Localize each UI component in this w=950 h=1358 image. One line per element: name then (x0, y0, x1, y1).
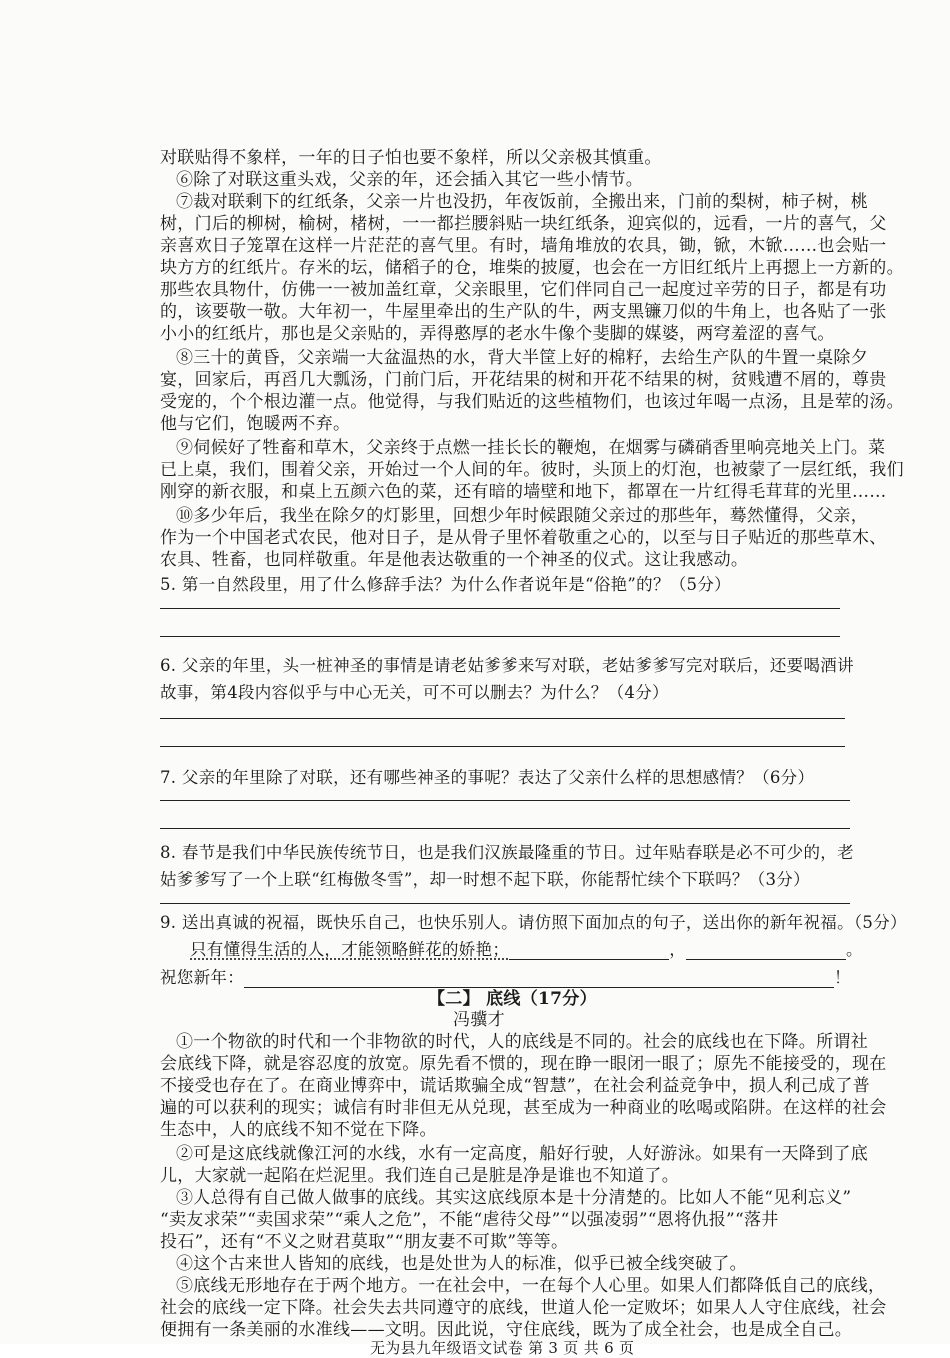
paragraph-7-line: ⑦裁对联剩下的红纸条，父亲一片也没扔，年夜饭前，全搬出来，门前的梨树，柿子树，桃 (176, 192, 868, 212)
section-heading: 【二】 底线（17分） (428, 989, 597, 1009)
question-9-wish-row (160, 968, 851, 988)
blank-field[interactable] (686, 941, 846, 960)
page-footer: 无为县九年级语文试卷 第 3 页 共 6 页 (370, 1339, 635, 1357)
answer-line[interactable] (160, 746, 845, 747)
answer-line[interactable] (160, 903, 850, 904)
paragraph-9-line: ⑨伺候好了牲畜和草木，父亲终于点燃一挂长长的鞭炮，在烟雾与磷硝香里响亮地关上门。菜 (176, 438, 886, 458)
paragraph-8-line: 宴，回家后，再舀几大瓢汤，门前门后，开花结果的树和开花不结果的树，贫贱遭不屑的，尊贵 (160, 370, 887, 390)
paragraph-6: ⑥除了对联这重头戏，父亲的年，还会插入其它一些小情节。 (176, 170, 644, 190)
paragraph-7-line: 块方方的红纸片。存米的坛，储稻子的仓，堆柴的披厦，也会在一方旧红纸片上再摁上一方新的。 (160, 258, 904, 278)
blank-field[interactable] (509, 941, 669, 960)
period: 。 (846, 940, 863, 959)
question-8-line-2: 姑爹爹写了一个上联“红梅傲冬雪”，却一时想不起下联，你能帮忙续个下联吗？（3分） (160, 870, 810, 889)
passage2-paragraph-4: ④这个古来世人皆知的底线，也是处世为人的标准，似乎已被全线突破了。 (176, 1254, 747, 1274)
passage2-line: ③人总得有自己做人做事的底线。其实这底线原本是十分清楚的。比如人不能“见利忘义” (176, 1188, 852, 1208)
paragraph-10-line: 农具、牲畜，也同样敬重。年是他表达敬重的一个神圣的仪式。这让我感动。 (160, 550, 749, 570)
question-9: 9. 送出真诚的祝福，既快乐自己，也快乐别人。请仿照下面加点的句子，送出你的新年祝福。（5分） (160, 913, 907, 932)
wish-label: 祝您新年： (160, 968, 244, 987)
passage2-line: 便拥有一条美丽的水准线——文明。因此说，守住底线，既为了成全社会，也是成全自己。 (160, 1320, 852, 1340)
passage2-line: 生态中，人的底线不知不觉在下降。 (160, 1120, 437, 1140)
exclamation: ！ (834, 968, 851, 987)
author-name: 冯骥才 (453, 1010, 505, 1030)
question-5: 5. 第一自然段里，用了什么修辞手法？为什么作者说年是“俗艳”的？（5分） (160, 575, 731, 594)
answer-line[interactable] (160, 636, 840, 637)
wish-blank-field[interactable] (244, 969, 834, 988)
answer-line[interactable] (160, 800, 850, 801)
passage2-line: ①一个物欲的时代和一个非物欲的时代，人的底线是不同的。社会的底线也在下降。所谓社 (176, 1032, 868, 1052)
separator: ， (669, 940, 687, 959)
question-7: 7. 父亲的年里除了对联，还有哪些神圣的事呢？表达了父亲什么样的思想感情？（6分） (160, 768, 815, 787)
paragraph-9-line: 刚穿的新衣服，和桌上五颜六色的菜，还有暗的墙壁和地下，都罩在一片红得毛茸茸的光里…… (160, 482, 887, 502)
passage2-line: 遍的可以获利的现实；诚信有时非但无从兑现，甚至成为一种商业的吆喝或陷阱。在这样的社会 (160, 1098, 887, 1118)
passage2-line: 会底线下降，就是容忍度的放宽。原先看不惯的，现在睁一眼闭一眼了；原先不能接受的，现在 (160, 1054, 887, 1074)
paragraph-7-line: 小小的红纸片，那也是父亲贴的，弄得憨厚的老水牛像个斐脚的媒婆，两穹羞涩的喜气。 (160, 324, 835, 344)
paragraph-10-line: 作为一个中国老式农民，他对日子，是从骨子里怀着敬重之心的，以至与日子贴近的那些草木、 (160, 528, 887, 548)
question-9-example-row (190, 940, 863, 960)
answer-line[interactable] (160, 718, 845, 719)
paragraph-10-line: ⑩多少年后，我坐在除夕的灯影里，回想少年时候跟随父亲过的那些年，蓦然懂得，父亲， (176, 506, 868, 526)
paragraph-7-line: 的，该要敬一敬。大年初一，牛屋里牵出的生产队的牛，两支黑镰刀似的牛角上，也各贴了一张 (160, 302, 887, 322)
dotted-example-sentence: 只有懂得生活的人，才能领略鲜花的娇艳； (190, 940, 510, 959)
paragraph-8-line: 受宠的，个个根边灌一点。他觉得，与我们贴近的这些植物们，也该过年喝一点汤，且是荤的汤。 (160, 392, 904, 412)
paragraph-8-line: ⑧三十的黄昏，父亲端一大盆温热的水，背大半筐上好的棉籽，去给生产队的牛置一桌除夕 (176, 348, 868, 368)
passage2-line: 投石”，还有“不义之财君莫取”“朋友妻不可欺”等等。 (160, 1232, 569, 1252)
passage2-line: “卖友求荣”“卖国求荣”“乘人之危”，不能“虐待父母”“以强凌弱”“恩将仇报”“落井 (160, 1210, 779, 1230)
passage2-line: 社会的底线一定下降。社会失去共同遵守的底线，世道人伦一定败坏；如果人人守住底线，社会 (160, 1298, 887, 1318)
answer-line[interactable] (160, 608, 840, 609)
question-6-line-1: 6. 父亲的年里，头一桩神圣的事情是请老姑爹爹来写对联，老姑爹爹写完对联后，还要喝酒讲 (160, 656, 854, 675)
paragraph-9-line: 已上桌，我们，围着父亲，开始过一个人间的年。彼时，头顶上的灯泡，也被蒙了一层红纸，我们 (160, 460, 904, 480)
question-6-line-2: 故事，第4段内容似乎与中心无关，可不可以删去？为什么？（4分） (160, 683, 669, 702)
passage2-line: ⑤底线无形地存在于两个地方。一在社会中，一在每个人心里。如果人们都降低自己的底线， (176, 1276, 886, 1296)
paragraph-7-line: 树，门后的柳树，榆树，楮树，一一都拦腰斜贴一块红纸条，迎宾似的，远看，一片的喜气，父 (160, 214, 887, 234)
passage2-line: 儿，大家就一起陷在烂泥里。我们连自己是脏是净是谁也不知道了。 (160, 1166, 679, 1186)
passage2-line: ②可是这底线就像江河的水线，水有一定高度，船好行驶，人好游泳。如果有一天降到了底 (176, 1144, 868, 1164)
question-8-line-1: 8. 春节是我们中华民族传统节日，也是我们汉族最隆重的节日。过年贴春联是必不可少的，老 (160, 843, 854, 862)
passage2-line: 不接受也存在了。在商业博弈中，谎话欺骗全成“智慧”，在社会利益竞争中，损人利己成了普 (160, 1076, 870, 1096)
paragraph-7-line: 亲喜欢日子笼罩在这样一片茫茫的喜气里。有时，墙角堆放的农具，锄，锨，木锨……也会贴一 (160, 236, 887, 256)
answer-line[interactable] (160, 828, 850, 829)
paragraph-5-end: 对联贴得不象样，一年的日子怕也要不象样，所以父亲极其慎重。 (160, 148, 662, 168)
paragraph-8-line: 他与它们，饱暖两不弃。 (160, 414, 351, 434)
paragraph-7-line: 那些农具物什，仿佛一一被加盖红章，父亲眼里，它们伴同自己一起度过辛劳的日子，都是有功 (160, 280, 887, 300)
